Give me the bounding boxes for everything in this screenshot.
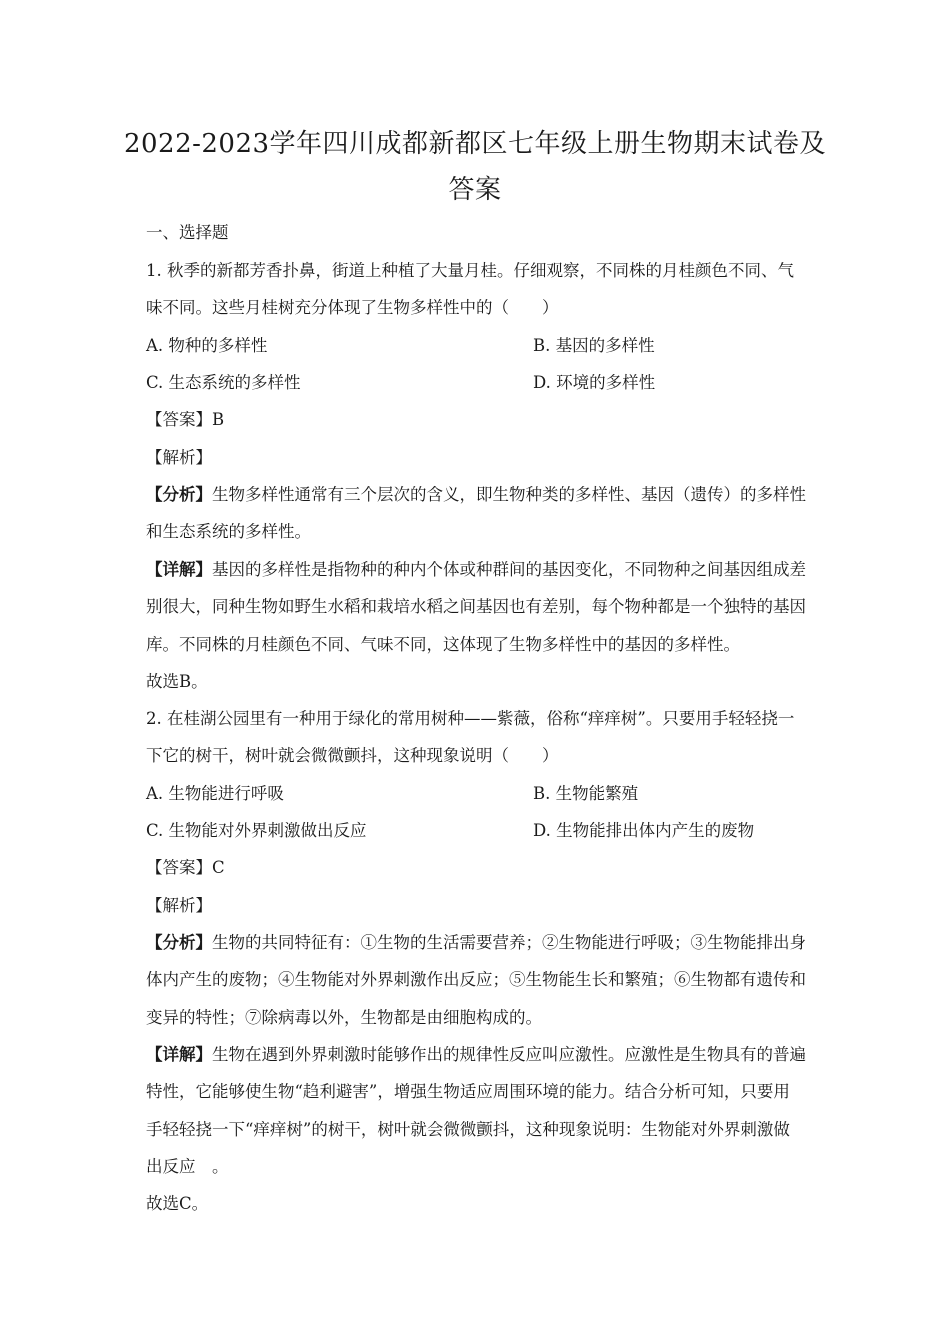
- question-2-detail-line-3: 手轻轻挠一下“痒痒树”的树干，树叶就会微微颤抖，这种现象说明：生物能对外界刺激做: [146, 1120, 790, 1139]
- question-2-detail-line-1: [146, 1044, 816, 1066]
- detail-text: 生物在遇到外界刺激时能够作出的规律性反应叫应激性。应激性是生物具有的普遍: [212, 1045, 806, 1064]
- question-1-option-c: C. 生态系统的多样性: [146, 373, 301, 392]
- detail-tag: 【详解】: [146, 1045, 212, 1064]
- question-1-detail-line-1: [146, 559, 816, 581]
- question-2-analysis-line-2: 体内产生的废物；④生物能对外界刺激作出反应；⑤生物能生长和繁殖；⑥生物都有遗传和: [146, 970, 806, 989]
- question-2-option-d: D. 生物能排出体内产生的废物: [533, 821, 755, 840]
- question-1-stem-line-2: 味不同。这些月桂树充分体现了生物多样性中的（ ）: [146, 298, 559, 317]
- question-2-stem-line-2: 下它的树干，树叶就会微微颤抖，这种现象说明（ ）: [146, 746, 559, 765]
- question-1-detail-line-2: 别很大，同种生物如野生水稻和栽培水稻之间基因也有差别，每个物种都是一个独特的基因: [146, 597, 806, 616]
- question-1-analysis-line-1: [146, 484, 816, 506]
- question-1-option-a: A. 物种的多样性: [146, 336, 268, 355]
- detail-tag: 【详解】: [146, 560, 212, 579]
- question-2-analysis-line-1: [146, 932, 816, 954]
- question-2-option-a: A. 生物能进行呼吸: [146, 784, 284, 803]
- question-2-analysis-heading: 【解析】: [146, 896, 212, 915]
- question-1-detail-line-3: 库。不同株的月桂颜色不同、气味不同，这体现了生物多样性中的基因的多样性。: [146, 635, 740, 654]
- analysis-text: 生物多样性通常有三个层次的含义，即生物种类的多样性、基因（遗传）的多样性: [212, 485, 806, 504]
- question-2-detail-line-2: 特性，它能够使生物“趋利避害”，增强生物适应周围环境的能力。结合分析可知，只要用: [146, 1082, 790, 1101]
- question-1-conclusion: 故选B。: [146, 672, 208, 691]
- question-1-option-d: D. 环境的多样性: [533, 373, 656, 392]
- question-1-analysis-heading: 【解析】: [146, 448, 212, 467]
- question-2-answer: 【答案】C: [146, 858, 225, 877]
- document-title-line-1: 2022-2023学年四川成都新都区七年级上册生物期末试卷及: [123, 129, 827, 159]
- detail-text: 基因的多样性是指物种的种内个体或种群间的基因变化，不同物种之间基因组成差: [212, 560, 806, 579]
- analysis-tag: 【分析】: [146, 933, 212, 952]
- question-2-analysis-line-3: 变异的特性；⑦除病毒以外，生物都是由细胞构成的。: [146, 1008, 542, 1027]
- document-title-line-2: 答案: [448, 175, 502, 205]
- section-heading: 一、选择题: [146, 223, 229, 242]
- analysis-text: 生物的共同特征有：①生物的生活需要营养；②生物能进行呼吸；③生物能排出身: [212, 933, 806, 952]
- question-2-conclusion: 故选C。: [146, 1194, 209, 1213]
- question-1-answer: 【答案】B: [146, 410, 225, 429]
- question-1-option-b: B. 基因的多样性: [533, 336, 655, 355]
- question-2-detail-line-4: 出反应 。: [146, 1157, 229, 1176]
- question-1-analysis-line-2: 和生态系统的多样性。: [146, 522, 311, 541]
- analysis-tag: 【分析】: [146, 485, 212, 504]
- question-2-stem-line-1: 2. 在桂湖公园里有一种用于绿化的常用树种——紫薇，俗称“痒痒树”。只要用手轻轻挠一: [146, 709, 795, 728]
- question-2-option-b: B. 生物能繁殖: [533, 784, 639, 803]
- question-2-option-c: C. 生物能对外界刺激做出反应: [146, 821, 367, 840]
- question-1-stem-line-1: 1. 秋季的新都芳香扑鼻，街道上种植了大量月桂。仔细观察，不同株的月桂颜色不同、气: [146, 261, 794, 280]
